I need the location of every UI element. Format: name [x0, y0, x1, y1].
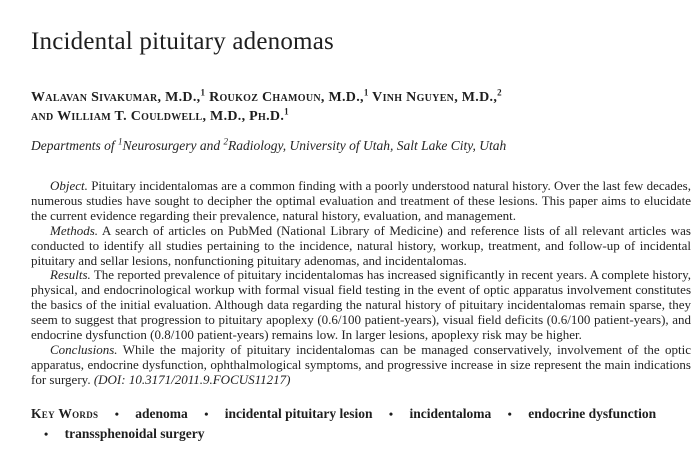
- affiliation-text: Departments of: [31, 138, 118, 153]
- paragraph-lead: Object.: [50, 178, 88, 193]
- paragraph-lead: Results.: [50, 267, 91, 283]
- author-list: [31, 88, 691, 126]
- keywords-section: [31, 404, 671, 444]
- affiliation-superscript: 2: [223, 136, 228, 147]
- author-line-1: [31, 88, 691, 107]
- author-name: Walavan Sivakumar, M.D.,: [31, 90, 201, 105]
- abstract-paragraph-conclusions: [31, 343, 691, 388]
- affiliation-text: Radiology, University of Utah, Salt Lake City, Utah: [228, 138, 507, 153]
- bullet-separator: •: [44, 426, 49, 441]
- keyword-term: incidental pituitary lesion: [224, 405, 373, 421]
- affiliation-superscript: 1: [118, 136, 123, 147]
- author-name: and William T. Couldwell, M.D., Ph.D.: [31, 109, 285, 124]
- affiliation-line: [31, 137, 691, 154]
- keyword-term: endocrine dysfunction: [528, 405, 657, 421]
- affiliation-text: Neurosurgery and: [122, 138, 224, 153]
- article-title: Incidental pituitary adenomas: [31, 28, 334, 55]
- keyword-term: incidentaloma: [409, 405, 492, 421]
- author-name: Roukoz Chamoun, M.D.,: [205, 90, 364, 105]
- bullet-separator: •: [507, 406, 512, 421]
- doi-text: (DOI: 10.3171/2011.9.FOCUS11217): [93, 371, 291, 387]
- author-affiliation-superscript: 2: [497, 87, 502, 98]
- author-affiliation-superscript: 1: [284, 106, 289, 117]
- paragraph-text: Pituitary incidentalomas are a common finding with a poorly understood natural history. Over the last few decades, numerous studies have sought to decipher the optimal evaluation and treatment of these lesions. This paper aims to elucidate the current evidence regarding their prevalence, natural history, evaluation, and management.: [31, 178, 691, 223]
- paragraph-text: The reported prevalence of pituitary incidentalomas has increased significantly in recent years. A complete history, physical, and endocrinological workup with formal visual field testing in the event of optic apparatus involvement constitutes the basics of the initial evaluation. Although data regarding the natural history of pituitary incidentalomas remain sparse, they seem to suggest that progression to pituitary apoplexy (0.6/100 patient-years), visual field deficits (0.6/100 patient-years), and endocrine dysfunction (0.8/100 patient-years) remains low. In larger lesions, apoplexy risk may be higher.: [31, 267, 691, 343]
- author-affiliation-superscript: 1: [200, 87, 206, 98]
- bullet-separator: •: [114, 406, 119, 421]
- abstract-paragraph-object: [31, 179, 691, 224]
- bullet-separator: •: [204, 406, 209, 421]
- bullet-separator: •: [388, 406, 394, 421]
- paragraph-text: A search of articles on PubMed (National Library of Medicine) and reference lists of all relevant articles was conducted to identify all studies pertaining to the incidence, natural history, workup, treatment, and follow-up of incidental pituitary and sellar lesions, nonfunctioning pituitary adenomas, and incidentalomas.: [31, 222, 691, 268]
- author-line-2: [31, 107, 691, 126]
- abstract-paragraph-results: [31, 268, 691, 343]
- keywords-label: Key Words: [31, 405, 99, 421]
- abstract-section: [31, 179, 691, 388]
- author-name: Vinh Nguyen, M.D.,: [368, 90, 498, 105]
- paragraph-lead: Methods.: [50, 222, 99, 238]
- paragraph-text: While the majority of pituitary incidentalomas can be managed conservatively, involvement of the optic apparatus, endocrine dysfunction, ophthalmological symptoms, and progressive increase in size represent the main indications for surgery.: [31, 341, 691, 387]
- abstract-paragraph-methods: [31, 224, 691, 269]
- paragraph-lead: Conclusions.: [50, 341, 118, 357]
- author-affiliation-superscript: 1: [363, 87, 369, 98]
- keyword-term: adenoma: [135, 405, 188, 421]
- keyword-term: transsphenoidal surgery: [64, 425, 205, 441]
